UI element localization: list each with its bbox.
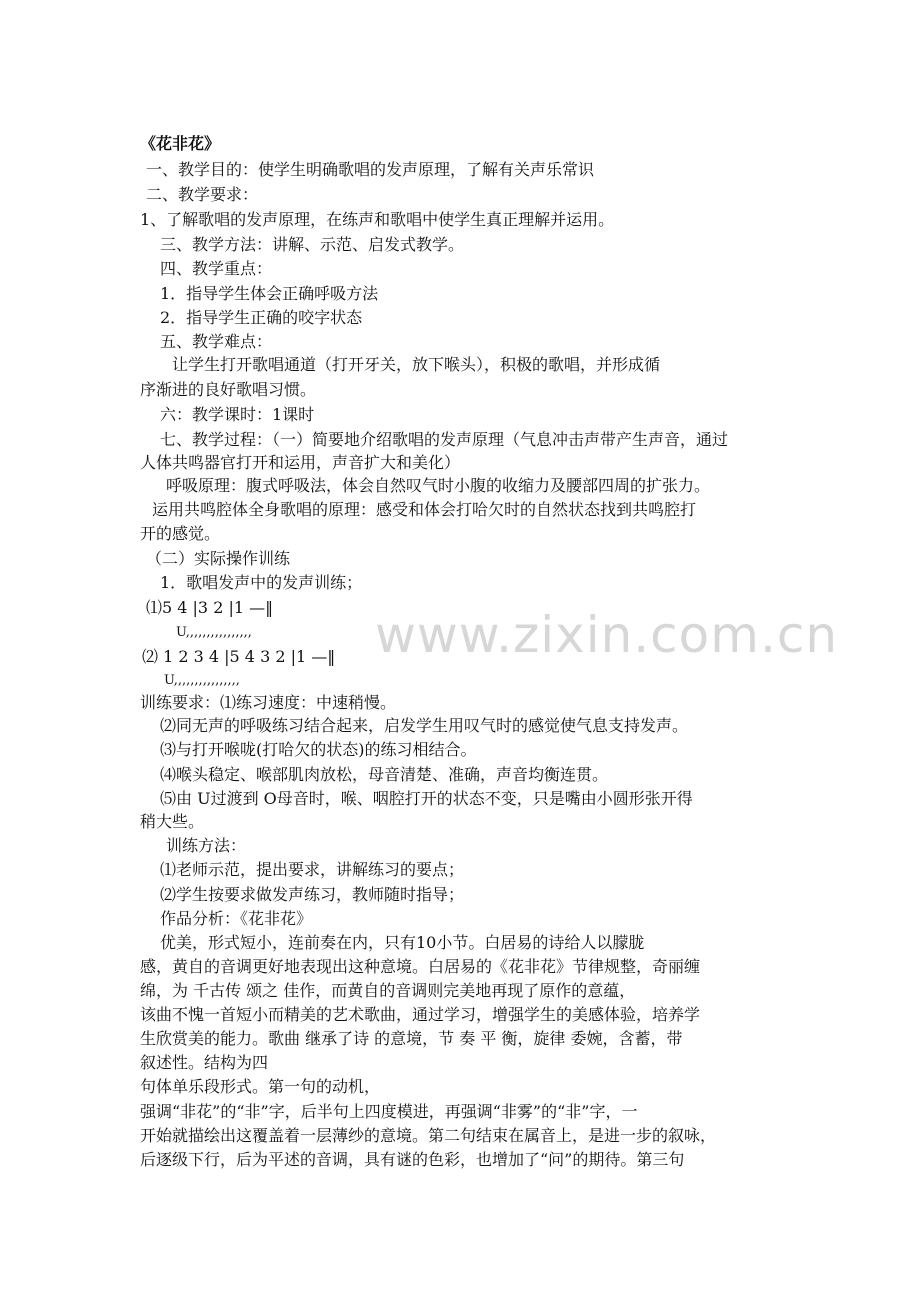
text-line: 运用共鸣腔体全身歌唱的原理：感受和体会打哈欠时的自然状态找到共鸣腔打 <box>152 500 697 519</box>
text-line: 2．指导学生正确的咬字状态 <box>160 308 363 327</box>
text-line: ⑷喉头稳定、喉部肌肉放松，母音清楚、准确，声音均衡连贯。 <box>160 765 609 784</box>
text-line: 二、教学要求： <box>146 185 259 204</box>
text-line: 后逐级下行，后为平述的音调，具有谜的色彩，也增加了“问”的期待。第三句 <box>140 1150 685 1169</box>
text-line: 该曲不愧一首短小而精美的艺术歌曲，通过学习，增强学生的美感体验，培养学 <box>140 1005 701 1024</box>
text-line: 1．歌唱发声中的发声训练； <box>160 573 363 592</box>
text-line: U,,,,,,,,,,,,,,,, <box>164 673 240 688</box>
text-line: ⑵学生按要求做发声练习，教师随时指导； <box>160 885 465 904</box>
text-line: 呼吸原理：腹式呼吸法，体会自然叹气时小腹的收缩力及腰部四周的扩张力。 <box>166 476 711 495</box>
text-line: 五、教学难点： <box>160 332 273 351</box>
text-line: 六：教学课时：1课时 <box>160 405 315 424</box>
text-line: 序渐进的良好歌唱习惯。 <box>140 380 317 399</box>
text-line: 作品分析：《花非花》 <box>160 909 313 928</box>
text-line: 强调“非花”的“非”字，后半句上四度模进，再强调“非雾”的“非”字，一 <box>140 1102 638 1121</box>
text-line: U,,,,,,,,,,,,,,,, <box>176 625 252 640</box>
text-line: ⑶与打开喉咙(打哈欠的状态)的练习相结合。 <box>160 740 477 759</box>
text-line: 训练方法： <box>166 836 247 855</box>
text-line: ⑸由 U过渡到 O母音时，喉、咽腔打开的状态不变，只是嘴由小圆形张开得 <box>160 789 693 808</box>
text-line: 叙述性。结构为四 <box>140 1053 269 1072</box>
text-line: ⑵同无声的呼吸练习结合起来，启发学生用叹气时的感觉使气息支持发声。 <box>160 716 689 735</box>
text-line: ⑴5 4 |3 2 |1 —‖ <box>146 598 274 617</box>
watermark: www.zixin.com.cn <box>375 606 839 664</box>
text-line: 三、教学方法：讲解、示范、启发式教学。 <box>160 235 465 254</box>
text-line: ⑴老师示范，提出要求，讲解练习的要点； <box>160 860 465 879</box>
text-line: 训练要求：⑴练习速度：中速稍慢。 <box>140 693 397 712</box>
text-line: 稍大些。 <box>140 812 205 831</box>
text-line: 1．指导学生体会正确呼吸方法 <box>160 284 379 303</box>
text-line: 感，黄自的音调更好地表现出这种意境。白居易的《花非花》节律规整，奇丽缠 <box>140 957 701 976</box>
text-line: （二）实际操作训练 <box>146 549 291 568</box>
text-line: 开的感觉。 <box>140 524 221 543</box>
text-line: 开始就描绘出这覆盖着一层薄纱的意境。第二句结束在属音上，是进一步的叙咏， <box>140 1126 717 1145</box>
text-line: 优美，形式短小，连前奏在内，只有10小节。白居易的诗给人以朦胧 <box>160 933 645 952</box>
text-line: 人体共鸣器官打开和运用，声音扩大和美化） <box>140 453 461 472</box>
text-line: 生欣赏美的能力。歌曲 继承了诗 的意境，节 奏 平 衡，旋律 委婉，含蓄，带 <box>140 1029 683 1048</box>
text-line: 句体单乐段形式。第一句的动机， <box>140 1077 381 1096</box>
text-line: 一、教学目的：使学生明确歌唱的发声原理，了解有关声乐常识 <box>146 160 595 179</box>
text-line: 让学生打开歌唱通道（打开牙关，放下喉头），积极的歌唱，并形成循 <box>172 355 661 374</box>
doc-title: 《花非花》 <box>140 134 221 153</box>
text-line: ⑵ 1 2 3 4 |5 4 3 2 |1 —‖ <box>142 647 336 666</box>
text-line: 绵，为 千古传 颂之 佳作，而黄自的音调则完美地再现了原作的意蕴， <box>140 981 636 1000</box>
text-line: 1、了解歌唱的发声原理，在练声和歌唱中使学生真正理解并运用。 <box>140 210 615 229</box>
text-line: 四、教学重点： <box>160 259 273 278</box>
text-line: 七、教学过程：（一）简要地介绍歌唱的发声原理（气息冲击声带产生声音，通过 <box>160 430 729 449</box>
